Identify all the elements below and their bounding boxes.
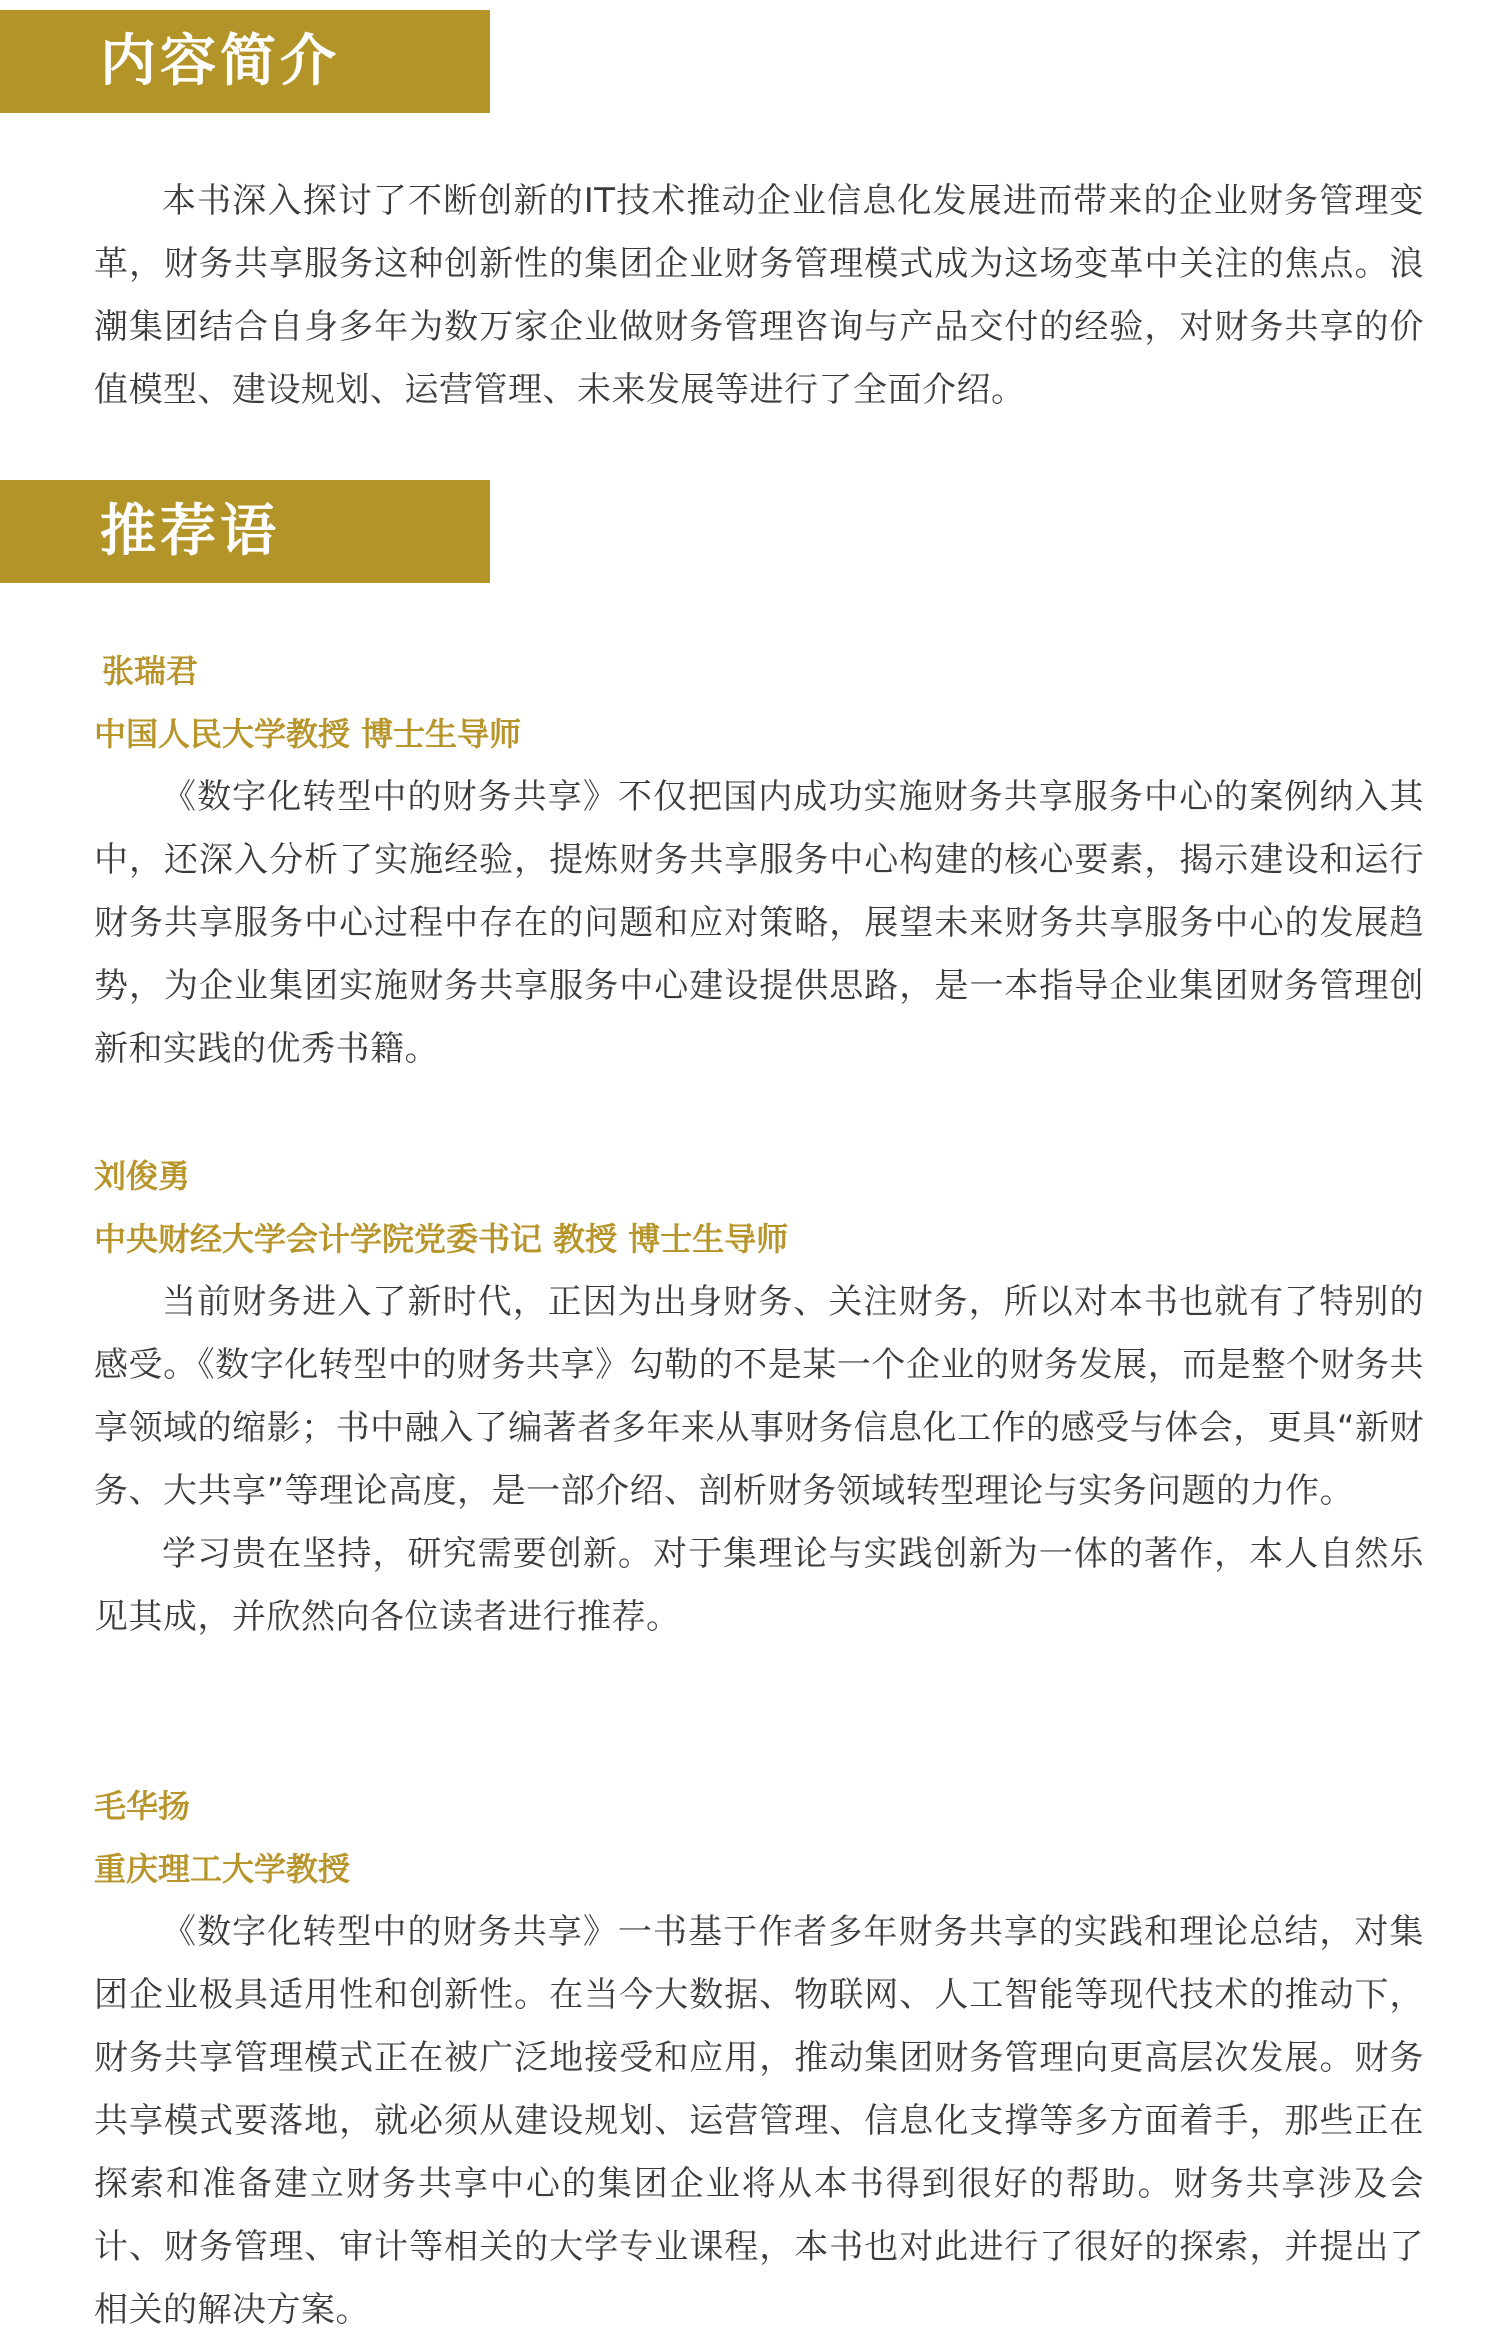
section-title: 内容简介 — [100, 28, 340, 94]
recommender-title: 重庆理工大学教授 — [94, 1850, 351, 1888]
intro-content — [94, 170, 1424, 422]
intro-paragraph: 本书深入探讨了不断创新的IT技术推动企业信息化发展进而带来的企业财务管理变革，财务共享服务这种创新性的集团企业财务管理模式成为这场变革中关注的焦点。浪潮集团结合自身多年为数万家企业做财务管理咨询与产品交付的经验，对财务共享的价值模型、建设规划、运营管理、未来发展等进行了全面介绍。 — [94, 181, 1424, 410]
recommendation-item — [94, 1775, 1424, 2342]
recommendation-paragraph: 学习贵在坚持，研究需要创新。对于集理论与实践创新为一体的著作，本人自然乐见其成，并欣然向各位读者进行推荐。 — [94, 1534, 1424, 1637]
recommender-name: 毛华扬 — [94, 1787, 191, 1825]
recommendation-item — [94, 1145, 1424, 1649]
recommender-name: 张瑞君 — [102, 652, 199, 690]
section-banner-intro — [0, 10, 490, 113]
section-title: 推荐语 — [100, 498, 280, 564]
recommender-title: 中央财经大学会计学院党委书记 教授 博士生导师 — [94, 1220, 789, 1258]
recommender-name: 刘俊勇 — [94, 1157, 191, 1195]
recommendation-paragraph: 《数字化转型中的财务共享》不仅把国内成功实施财务共享服务中心的案例纳入其中，还深入分析了实施经验，提炼财务共享服务中心构建的核心要素，揭示建设和运行财务共享服务中心过程中存在的问题和应对策略，展望未来财务共享服务中心的发展趋势，为企业集团实施财务共享服务中心建设提供思路，是一本指导企业集团财务管理创新和实践的优秀书籍。 — [94, 777, 1424, 1069]
recommender-title: 中国人民大学教授 博士生导师 — [94, 715, 522, 753]
recommendation-paragraph: 《数字化转型中的财务共享》一书基于作者多年财务共享的实践和理论总结，对集团企业极具适用性和创新性。在当今大数据、物联网、人工智能等现代技术的推动下，财务共享管理模式正在被广泛地接受和应用，推动集团财务管理向更高层次发展。财务共享模式要落地，就必须从建设规划、运营管理、信息化支撑等多方面着手，那些正在探索和准备建立财务共享中心的集团企业将从本书得到很好的帮助。财务共享涉及会计、财务管理、审计等相关的大学专业课程，本书也对此进行了很好的探索，并提出了相关的解决方案。 — [94, 1912, 1424, 2330]
recommendation-item — [94, 640, 1424, 1081]
recommendation-paragraph: 当前财务进入了新时代，正因为出身财务、关注财务，所以对本书也就有了特别的感受。《数字化转型中的财务共享》勾勒的不是某一个企业的财务发展，而是整个财务共享领域的缩影；书中融入了编著者多年来从事财务信息化工作的感受与体会，更具“新财务、大共享”等理论高度，是一部介绍、剖析财务领域转型理论与实务问题的力作。 — [94, 1282, 1424, 1511]
section-banner-recommend — [0, 480, 490, 583]
